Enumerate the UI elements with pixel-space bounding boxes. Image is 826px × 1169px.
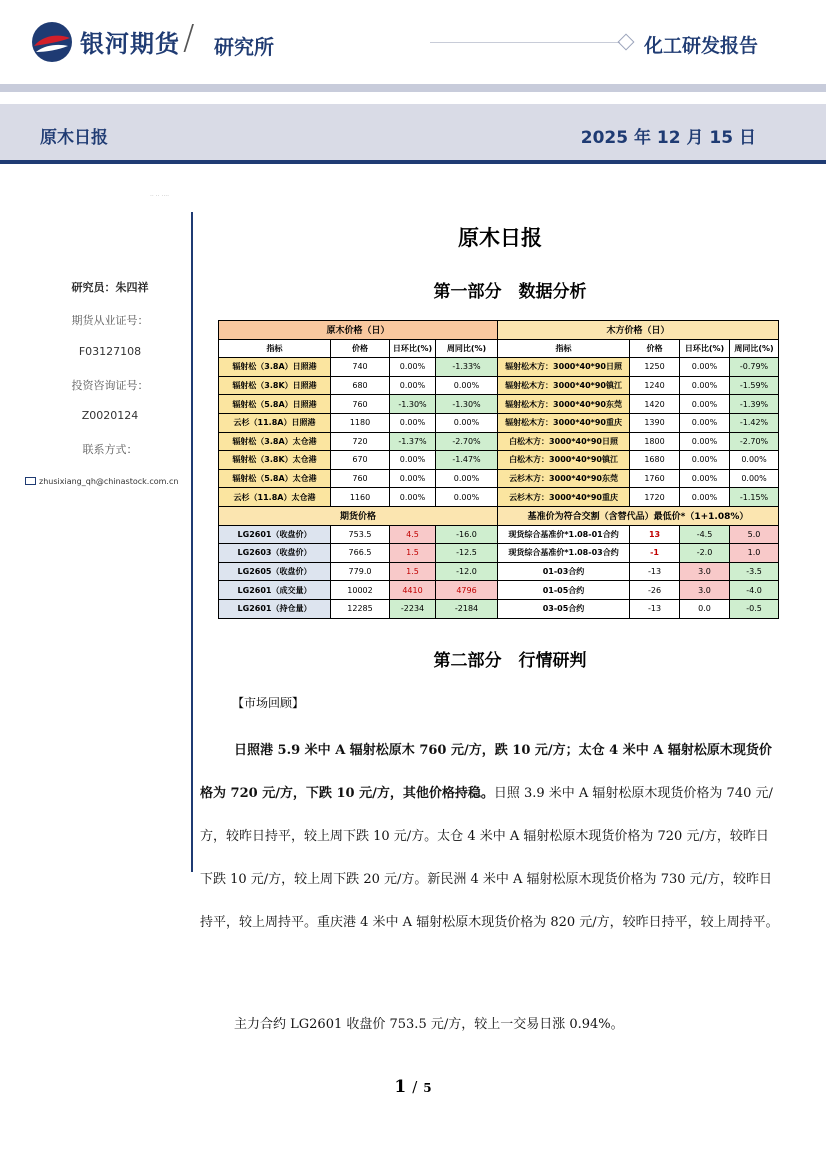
- column-header: 价格: [630, 339, 680, 358]
- galaxy-logo-icon: [30, 20, 74, 64]
- table-title-row: [219, 321, 779, 340]
- table-body: [219, 321, 779, 619]
- email-text[interactable]: zhusixiang_qh@chinastock.com.cn: [39, 477, 179, 486]
- log-indicator-cell: 辐射松（3.8K）太仓港: [219, 451, 331, 470]
- log-indicator-cell: 云杉（11.8A）太仓港: [219, 488, 331, 507]
- title-band-underline: [0, 160, 826, 164]
- lumber-indicator-cell: 辐射松木方：3000*40*90日照: [498, 358, 630, 377]
- spread-value-cell: -3.5: [730, 562, 779, 581]
- data-table: [218, 320, 779, 619]
- lumber-value-cell: -0.79%: [730, 358, 779, 377]
- lumber-value-cell: 0.00%: [680, 432, 730, 451]
- lumber-value-cell: -1.59%: [730, 376, 779, 395]
- log-value-cell: 680: [331, 376, 390, 395]
- futures-price-title: 期货价格: [219, 506, 498, 525]
- futures-value-cell: 12285: [331, 599, 390, 618]
- consult-number: Z0020124: [81, 409, 139, 422]
- table-row: [219, 413, 779, 432]
- researcher-name: 研究员：朱四祥: [71, 281, 149, 294]
- futures-indicator-cell: LG2601（收盘价）: [219, 525, 331, 544]
- sidebar-divider: [191, 212, 193, 872]
- futures-value-cell: -16.0: [436, 525, 498, 544]
- lumber-value-cell: 1420: [630, 395, 680, 414]
- lumber-value-cell: -2.70%: [730, 432, 779, 451]
- futures-value-cell: 1.5: [390, 544, 436, 563]
- spread-value-cell: -4.5: [680, 525, 730, 544]
- lumber-value-cell: 1240: [630, 376, 680, 395]
- futures-value-cell: -2184: [436, 599, 498, 618]
- log-indicator-cell: 辐射松（3.8K）日照港: [219, 376, 331, 395]
- futures-title-row: [219, 506, 779, 525]
- lumber-value-cell: 0.00%: [680, 358, 730, 377]
- table-row: [219, 358, 779, 377]
- spread-indicator-cell: 现货综合基准价*1.08-03合约: [498, 544, 630, 563]
- log-value-cell: 0.00%: [390, 413, 436, 432]
- spread-value-cell: 1.0: [730, 544, 779, 563]
- log-value-cell: 670: [331, 451, 390, 470]
- log-value-cell: 760: [331, 469, 390, 488]
- table-row: [219, 376, 779, 395]
- log-value-cell: 0.00%: [390, 451, 436, 470]
- lumber-indicator-cell: 云杉木方：3000*40*90东莞: [498, 469, 630, 488]
- futures-row: [219, 525, 779, 544]
- log-price-title: 原木价格（日）: [219, 321, 498, 340]
- futures-row: [219, 544, 779, 563]
- lumber-value-cell: 0.00%: [680, 413, 730, 432]
- lumber-value-cell: 0.00%: [730, 469, 779, 488]
- lumber-value-cell: 1390: [630, 413, 680, 432]
- lumber-value-cell: 1800: [630, 432, 680, 451]
- lumber-value-cell: 0.00%: [680, 451, 730, 470]
- column-header: 日环比(%): [390, 339, 436, 358]
- futures-row: [219, 599, 779, 618]
- log-value-cell: 760: [331, 395, 390, 414]
- log-indicator-cell: 云杉（11.8A）日照港: [219, 413, 331, 432]
- lumber-value-cell: 1250: [630, 358, 680, 377]
- header-deco-line: [430, 42, 620, 43]
- lumber-price-title: 木方价格（日）: [498, 321, 779, 340]
- basis-title: 基准价为符合交割（含替代品）最低价*（1+1.08%）: [498, 506, 779, 525]
- lumber-indicator-cell: 白松木方：3000*40*90镇江: [498, 451, 630, 470]
- log-value-cell: 720: [331, 432, 390, 451]
- current-page: 1: [394, 1077, 407, 1097]
- contract-paragraph: 主力合约 LG2601 收盘价 753.5 元/方，较上一交易日涨 0.94%。: [234, 1017, 624, 1032]
- spread-value-cell: 13: [630, 525, 680, 544]
- lumber-value-cell: 1760: [630, 469, 680, 488]
- log-value-cell: 0.00%: [436, 376, 498, 395]
- log-value-cell: 0.00%: [390, 358, 436, 377]
- lumber-value-cell: -1.42%: [730, 413, 779, 432]
- spread-value-cell: -1: [630, 544, 680, 563]
- futures-value-cell: 766.5: [331, 544, 390, 563]
- log-indicator-cell: 辐射松（5.8A）日照港: [219, 395, 331, 414]
- spread-value-cell: 0.0: [680, 599, 730, 618]
- total-pages: 5: [423, 1081, 432, 1095]
- license-number: F03127108: [78, 345, 142, 358]
- part2-heading: 第二部分 行情研判: [433, 651, 587, 671]
- futures-value-cell: 4.5: [390, 525, 436, 544]
- table-row: [219, 488, 779, 507]
- column-header: 指标: [219, 339, 331, 358]
- log-value-cell: -1.47%: [436, 451, 498, 470]
- spread-indicator-cell: 现货综合基准价*1.08-01合约: [498, 525, 630, 544]
- lumber-value-cell: -1.39%: [730, 395, 779, 414]
- table-row: [219, 451, 779, 470]
- column-header: 价格: [331, 339, 390, 358]
- futures-indicator-cell: LG2601（持仓量）: [219, 599, 331, 618]
- page-number: [0, 1077, 826, 1097]
- main-title: 原木日报: [458, 226, 542, 250]
- column-header: 日环比(%): [680, 339, 730, 358]
- table-row: [219, 469, 779, 488]
- log-indicator-cell: 辐射松（3.8A）太仓港: [219, 432, 331, 451]
- contact-email[interactable]: [25, 476, 195, 486]
- doc-title: 原木日报: [40, 128, 108, 148]
- log-value-cell: 0.00%: [436, 469, 498, 488]
- futures-value-cell: 10002: [331, 581, 390, 600]
- futures-indicator-cell: LG2603（收盘价）: [219, 544, 331, 563]
- lumber-value-cell: 1720: [630, 488, 680, 507]
- futures-value-cell: 1.5: [390, 562, 436, 581]
- header: [0, 0, 826, 84]
- log-value-cell: -1.37%: [390, 432, 436, 451]
- log-value-cell: -1.30%: [390, 395, 436, 414]
- lumber-value-cell: 0.00%: [680, 376, 730, 395]
- spread-value-cell: 5.0: [730, 525, 779, 544]
- part1-heading: 第一部分 数据分析: [433, 282, 587, 302]
- spread-value-cell: 3.0: [680, 562, 730, 581]
- diamond-icon: [618, 34, 635, 51]
- spread-indicator-cell: 01-05合约: [498, 581, 630, 600]
- table-header-row: [219, 339, 779, 358]
- lumber-indicator-cell: 云杉木方：3000*40*90重庆: [498, 488, 630, 507]
- para-bold: 日照港 5.9 米中 A 辐射松原木 760 元/方，跌 10 元/方；太仓 4 米中 A 辐射松原木现货价格为 720 元/方，下跌 10 元/方，其他价格持稳。: [200, 743, 772, 801]
- mail-icon: [25, 477, 36, 485]
- log-value-cell: 1180: [331, 413, 390, 432]
- spread-value-cell: -2.0: [680, 544, 730, 563]
- page-separator: /: [412, 1078, 418, 1096]
- futures-row: [219, 562, 779, 581]
- log-value-cell: 0.00%: [436, 488, 498, 507]
- column-header: 指标: [498, 339, 630, 358]
- futures-indicator-cell: LG2605（收盘价）: [219, 562, 331, 581]
- table-row: [219, 395, 779, 414]
- spread-value-cell: -13: [630, 599, 680, 618]
- lumber-value-cell: 0.00%: [680, 488, 730, 507]
- log-value-cell: -1.33%: [436, 358, 498, 377]
- lumber-value-cell: 1680: [630, 451, 680, 470]
- table-row: [219, 432, 779, 451]
- section-label: 【市场回顾】: [232, 696, 305, 710]
- log-value-cell: 0.00%: [390, 376, 436, 395]
- column-header: 周同比(%): [436, 339, 498, 358]
- para-rest: 日照 3.9 米中 A 辐射松原木现货价格为 740 元/方，较昨日持平，较上周下跌 10 元/方。太仓 4 米中 A 辐射松原木现货价格为 720 元/方，较昨日下跌 10 元/方，较上周下跌 20 元/方。新民洲 4 米中 A 辐射松原木现货价格为 730 元/方，较昨日持平，较上周持平。重庆港 4 米中 A 辐射松原木现货价格为 820 元/方，较昨日持平，较上周持平。: [200, 786, 779, 930]
- report-type: 化工研发报告: [644, 35, 759, 57]
- title-band: [0, 104, 826, 160]
- log-value-cell: 1160: [331, 488, 390, 507]
- spread-value-cell: -4.0: [730, 581, 779, 600]
- futures-value-cell: -12.5: [436, 544, 498, 563]
- header-band: [0, 84, 826, 92]
- lumber-value-cell: 0.00%: [680, 469, 730, 488]
- log-value-cell: 0.00%: [390, 469, 436, 488]
- futures-value-cell: -2234: [390, 599, 436, 618]
- futures-value-cell: 4410: [390, 581, 436, 600]
- log-value-cell: 0.00%: [390, 488, 436, 507]
- spread-indicator-cell: 03-05合约: [498, 599, 630, 618]
- spread-value-cell: -13: [630, 562, 680, 581]
- faint-mark: ·· ·· ····: [150, 193, 170, 200]
- log-value-cell: -2.70%: [436, 432, 498, 451]
- doc-date: 2025 年 12 月 15 日: [580, 128, 756, 148]
- market-review-paragraph: [200, 729, 780, 944]
- futures-row: [219, 581, 779, 600]
- consult-label: 投资咨询证号：: [71, 379, 149, 392]
- lumber-value-cell: 0.00%: [680, 395, 730, 414]
- log-indicator-cell: 辐射松（3.8A）日照港: [219, 358, 331, 377]
- log-value-cell: 740: [331, 358, 390, 377]
- lumber-indicator-cell: 辐射松木方：3000*40*90东莞: [498, 395, 630, 414]
- futures-value-cell: -12.0: [436, 562, 498, 581]
- header-divider: /: [183, 18, 195, 58]
- brand-name: 银河期货: [80, 30, 180, 58]
- license-label: 期货从业证号：: [71, 314, 149, 327]
- contact-label: 联系方式：: [82, 443, 138, 456]
- futures-indicator-cell: LG2601（成交量）: [219, 581, 331, 600]
- spread-indicator-cell: 01-03合约: [498, 562, 630, 581]
- lumber-indicator-cell: 辐射松木方：3000*40*90重庆: [498, 413, 630, 432]
- lumber-indicator-cell: 辐射松木方：3000*40*90镇江: [498, 376, 630, 395]
- spread-value-cell: -26: [630, 581, 680, 600]
- spread-value-cell: 3.0: [680, 581, 730, 600]
- log-value-cell: -1.30%: [436, 395, 498, 414]
- column-header: 周同比(%): [730, 339, 779, 358]
- lumber-value-cell: -1.15%: [730, 488, 779, 507]
- futures-value-cell: 4796: [436, 581, 498, 600]
- institute-name: 研究所: [214, 35, 274, 59]
- futures-value-cell: 779.0: [331, 562, 390, 581]
- spread-value-cell: -0.5: [730, 599, 779, 618]
- log-indicator-cell: 辐射松（5.8A）太仓港: [219, 469, 331, 488]
- futures-value-cell: 753.5: [331, 525, 390, 544]
- lumber-indicator-cell: 白松木方：3000*40*90日照: [498, 432, 630, 451]
- lumber-value-cell: 0.00%: [730, 451, 779, 470]
- log-value-cell: 0.00%: [436, 413, 498, 432]
